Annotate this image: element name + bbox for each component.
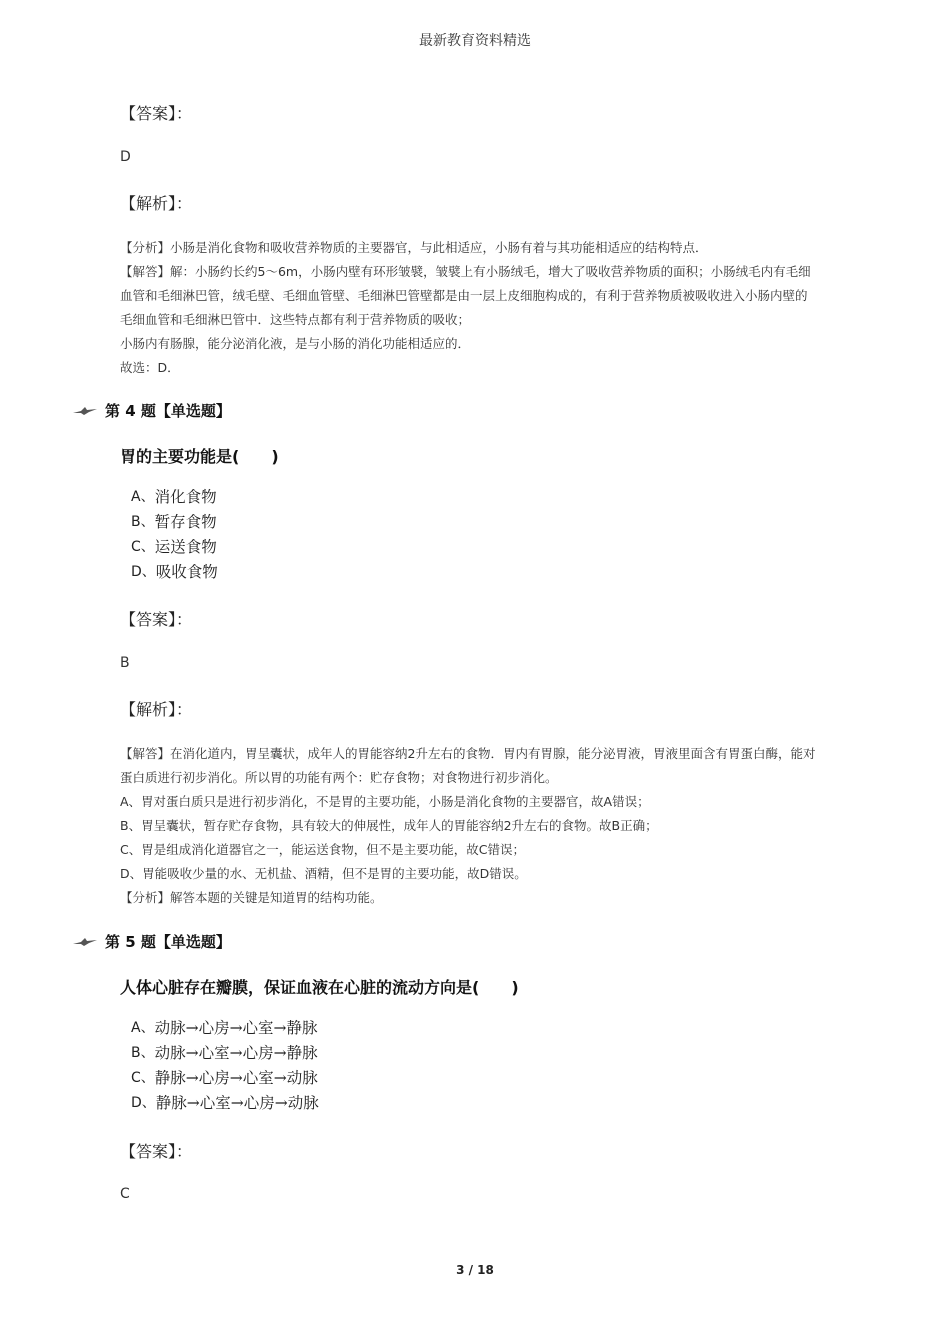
option-text: 静脉→心房→心室→动脉 (154, 1069, 318, 1087)
analysis-line: 蛋白质进行初步消化。所以胃的功能有两个：贮存食物；对食物进行初步消化。 (120, 770, 558, 785)
option-letter: D、 (131, 1095, 156, 1111)
bird-icon (72, 936, 98, 948)
q4-heading (72, 400, 231, 421)
option-text: 动脉→心房→心室→静脉 (154, 1019, 318, 1037)
option-text: 暂存食物 (154, 513, 217, 531)
q5-heading-text: 第 5 题【单选题】 (105, 933, 231, 951)
option-d (131, 560, 218, 585)
option-letter: D、 (131, 564, 156, 580)
option-text: 运送食物 (154, 538, 217, 556)
q5-question: 人体心脏存在瓣膜，保证血液在心脏的流动方向是( ) (120, 978, 519, 997)
q4-heading-text: 第 4 题【单选题】 (105, 402, 231, 420)
q4-options (131, 485, 218, 585)
analysis-line: D、胃能吸收少量的水、无机盐、酒精，但不是胃的主要功能，故D错误。 (120, 866, 527, 881)
option-c (131, 1066, 319, 1091)
option-text: 静脉→心室→心房→动脉 (155, 1094, 319, 1112)
analysis-line: C、胃是组成消化道器官之一，能运送食物，但不是主要功能，故C错误； (120, 842, 525, 857)
option-letter: B、 (131, 1045, 155, 1061)
option-letter: C、 (131, 539, 155, 555)
q4-analysis (120, 742, 815, 910)
analysis-line: 【分析】小肠是消化食物和吸收营养物质的主要器官，与此相适应，小肠有着与其功能相适应的结构特点． (120, 240, 708, 255)
analysis-line: 毛细血管和毛细淋巴管中．这些特点都有利于营养物质的吸收； (120, 312, 471, 327)
option-letter: A、 (131, 489, 155, 505)
option-letter: C、 (131, 1070, 155, 1086)
q4-answer-label: 【答案】： (120, 610, 193, 629)
q4-answer: B (120, 655, 130, 671)
option-d (131, 1091, 319, 1116)
q5-answer-label: 【答案】： (120, 1142, 193, 1161)
option-c (131, 535, 218, 560)
q3-analysis (120, 236, 811, 380)
option-letter: B、 (131, 514, 155, 530)
q4-question: 胃的主要功能是( ) (120, 447, 279, 466)
q3-analysis-label: 【解析】： (120, 194, 193, 213)
analysis-line: B、胃呈囊状，暂存贮存食物，具有较大的伸展性，成年人的胃能容纳2升左右的食物。故B正确； (120, 818, 658, 833)
option-a (131, 485, 218, 510)
page-header: 最新教育资料精选 (419, 33, 531, 49)
q3-answer-label: 【答案】： (120, 104, 193, 123)
option-b (131, 510, 218, 535)
option-b (131, 1041, 319, 1066)
option-letter: A、 (131, 1020, 155, 1036)
q3-answer: D (120, 149, 131, 165)
option-text: 动脉→心室→心房→静脉 (154, 1044, 318, 1062)
analysis-line: 【解答】在消化道内，胃呈囊状，成年人的胃能容纳2升左右的食物．胃内有胃腺，能分泌胃液，胃液里面含有胃蛋白酶，能对 (120, 746, 816, 761)
bird-icon (72, 405, 98, 417)
analysis-line: 故选：D． (120, 360, 180, 375)
analysis-line: 【解答】解：小肠约长约5～6m，小肠内壁有环形皱襞，皱襞上有小肠绒毛，增大了吸收营养物质的面积；小肠绒毛内有毛细 (120, 264, 811, 279)
analysis-line: 小肠内有肠腺，能分泌消化液，是与小肠的消化功能相适应的． (120, 336, 471, 351)
option-a (131, 1016, 319, 1041)
page-number: 3 / 18 (456, 1263, 494, 1277)
option-text: 吸收食物 (155, 563, 218, 581)
option-text: 消化食物 (154, 488, 217, 506)
q5-heading (72, 931, 231, 952)
analysis-line: A、胃对蛋白质只是进行初步消化，不是胃的主要功能，小肠是消化食物的主要器官，故A错误； (120, 794, 650, 809)
q4-analysis-label: 【解析】： (120, 700, 193, 719)
q5-options (131, 1016, 319, 1116)
q5-answer: C (120, 1186, 130, 1202)
analysis-line: 血管和毛细淋巴管，绒毛壁、毛细血管壁、毛细淋巴管壁都是由一层上皮细胞构成的，有利于营养物质被吸收进入小肠内壁的 (120, 288, 808, 303)
analysis-line: 【分析】解答本题的关键是知道胃的结构功能。 (120, 890, 383, 905)
